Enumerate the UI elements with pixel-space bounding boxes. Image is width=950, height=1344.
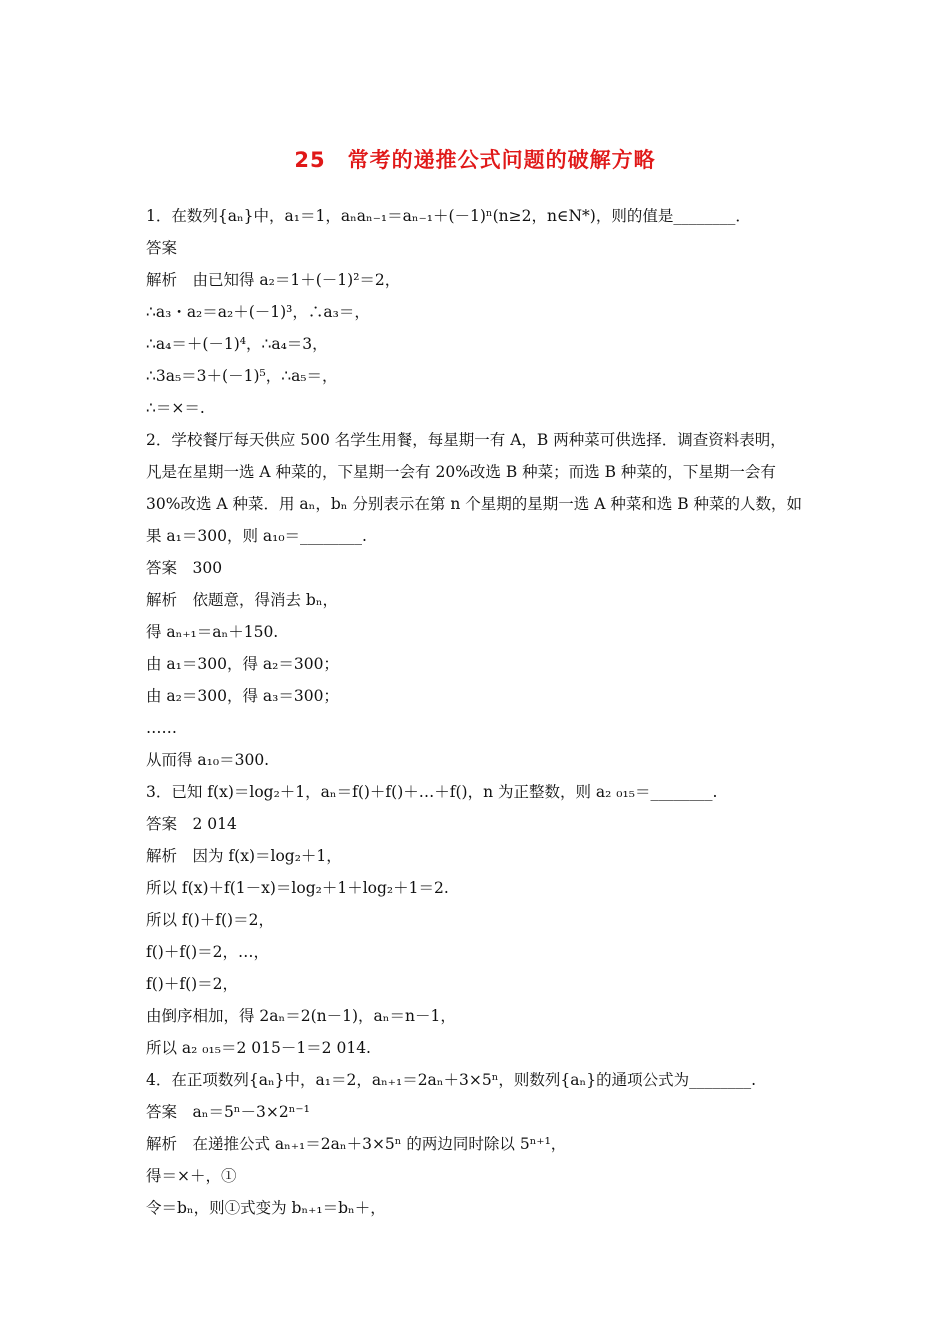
text-line: 所以 f()＋f()＝2， xyxy=(146,911,274,929)
text-line: 2．学校餐厅每天供应 500 名学生用餐，每星期一有 A，B 两种菜可供选择．调查资料表明， xyxy=(146,431,786,449)
text-line: 令＝bₙ，则①式变为 bₙ₊₁＝bₙ＋， xyxy=(146,1199,386,1217)
text-line: 由 a₁＝300，得 a₂＝300； xyxy=(146,655,339,673)
text-line: 3．已知 f(x)＝log₂＋1，aₙ＝f()＋f()＋…＋f()，n 为正整数，则 a₂ ₀₁₅＝________. xyxy=(146,783,718,801)
text-line: ∴a₃・a₂＝a₂＋(－1)³，∴a₃＝， xyxy=(146,303,370,321)
text-line: …… xyxy=(146,719,177,737)
text-line: 解析 因为 f(x)＝log₂＋1， xyxy=(146,847,342,865)
text-line: 得＝×＋，① xyxy=(146,1167,237,1185)
text-line: 解析 依题意，得消去 bₙ， xyxy=(146,591,339,609)
text-line: 解析 在递推公式 aₙ₊₁＝2aₙ＋3×5ⁿ 的两边同时除以 5ⁿ⁺¹， xyxy=(146,1135,567,1153)
text-line: 所以 f(x)＋f(1－x)＝log₂＋1＋log₂＋1＝2. xyxy=(146,879,449,897)
text-line: 解析 由已知得 a₂＝1＋(－1)²＝2， xyxy=(146,271,401,289)
text-line: 从而得 a₁₀＝300. xyxy=(146,751,270,769)
text-line: 答案 300 xyxy=(146,559,223,577)
text-line: 果 a₁＝300，则 a₁₀＝________. xyxy=(146,527,367,545)
text-line: f()＋f()＝2， xyxy=(146,975,239,993)
text-line: 答案 aₙ＝5ⁿ－3×2ⁿ⁻¹ xyxy=(146,1103,310,1121)
text-line: 由倒序相加，得 2aₙ＝2(n－1)，aₙ＝n－1， xyxy=(146,1007,456,1025)
text-line: 由 a₂＝300，得 a₃＝300； xyxy=(146,687,339,705)
text-line: 30%改选 A 种菜．用 aₙ，bₙ 分别表示在第 n 个星期的星期一选 A 种菜和选 B 种菜的人数，如 xyxy=(146,495,803,513)
text-line: f()＋f()＝2，…， xyxy=(146,943,270,961)
document-body xyxy=(146,200,818,1224)
text-line: 1．在数列{aₙ}中，a₁＝1，aₙaₙ₋₁＝aₙ₋₁＋(－1)ⁿ(n≥2，n∈N*)，则的值是________． xyxy=(146,207,751,225)
text-line: ∴a₄＝＋(－1)⁴，∴a₄＝3， xyxy=(146,335,328,353)
text-line: ∴＝×＝. xyxy=(146,399,205,417)
text-line: ∴3a₅＝3＋(－1)⁵，∴a₅＝， xyxy=(146,367,338,385)
text-line: 所以 a₂ ₀₁₅＝2 015－1＝2 014. xyxy=(146,1039,371,1057)
text-line: 得 aₙ₊₁＝aₙ＋150. xyxy=(146,623,279,641)
text-line: 答案 2 014 xyxy=(146,815,237,833)
text-line: 4．在正项数列{aₙ}中，a₁＝2，aₙ₊₁＝2aₙ＋3×5ⁿ，则数列{aₙ}的通项公式为________. xyxy=(146,1071,757,1089)
page-title: 25 常考的递推公式问题的破解方略 xyxy=(294,148,656,172)
text-line: 答案 xyxy=(146,239,178,257)
text-line: 凡是在星期一选 A 种菜的，下星期一会有 20%改选 B 种菜；而选 B 种菜的，下星期一会有 xyxy=(146,463,776,481)
